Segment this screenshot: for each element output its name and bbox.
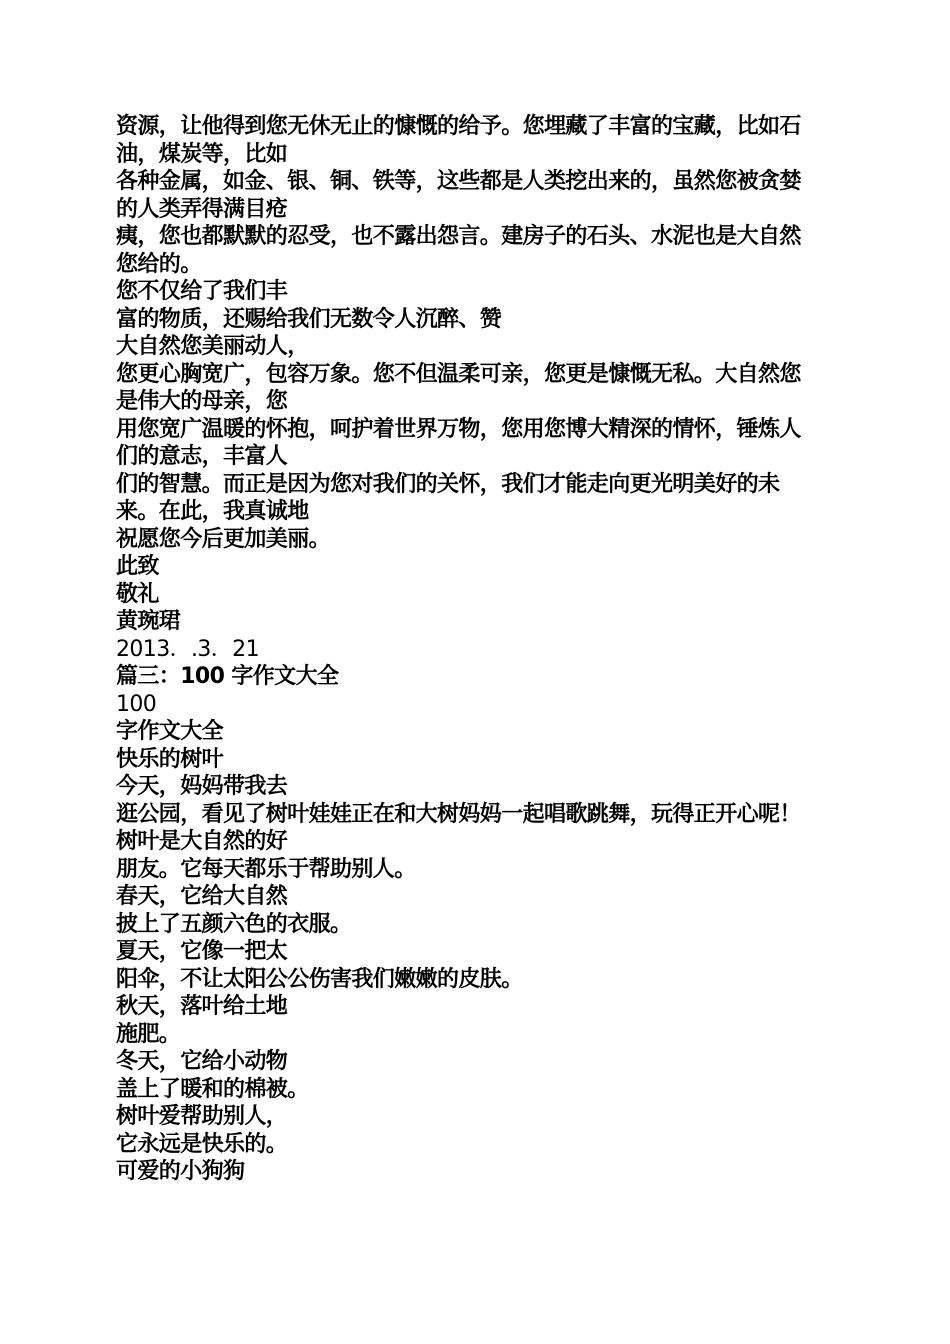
paragraph: 各种金属，如金、银、铜、铁等，这些都是人类挖出来的，虽然您被贪婪的人类弄得满目疮	[116, 169, 801, 222]
paragraph: 痍，您也都默默的忍受，也不露出怨言。建房子的石头、水泥也是大自然您给的。	[116, 224, 801, 277]
document-body	[116, 113, 820, 1186]
paragraph: 逛公园，看见了树叶娃娃正在和大树妈妈一起唱歌跳舞，玩得正开心呢！	[116, 801, 801, 827]
paragraph: 施肥。	[116, 1021, 181, 1047]
date-line: 2013．.3．21	[116, 636, 259, 662]
section-heading: 篇三：100 字作文大全	[116, 664, 339, 689]
paragraph: 阳伞，不让太阳公公伤害我们嫩嫩的皮肤。	[116, 966, 523, 992]
paragraph: 春天，它给大自然	[116, 884, 288, 909]
paragraph: 它永远是快乐的。	[116, 1131, 288, 1157]
paragraph: 冬天，它给小动物	[116, 1049, 288, 1074]
closing-salutation: 此致	[116, 554, 159, 579]
paragraph: 们的智慧。而正是因为您对我们的关怀，我们才能走向更光明美好的未来。在此，我真诚地	[116, 471, 780, 524]
paragraph: 树叶爱帮助别人，	[116, 1104, 288, 1129]
paragraph: 富的物质，还赐给我们无数令人沉醉、赞	[116, 306, 502, 332]
paragraph: 大自然您美丽动人，	[116, 334, 309, 359]
heading-number: 100	[116, 691, 157, 717]
paragraph: 朋友。它每天都乐于帮助别人。	[116, 856, 416, 882]
paragraph: 祝愿您今后更加美丽。	[116, 526, 331, 552]
paragraph: 用您宽广温暖的怀抱，呵护着世界万物，您用您博大精深的情怀，锤炼人们的意志，丰富人	[116, 416, 801, 469]
essay-title: 可爱的小狗狗	[116, 1159, 245, 1184]
author-signature: 黄琬珺	[116, 609, 181, 634]
paragraph: 秋天，落叶给土地	[116, 994, 288, 1019]
paragraph: 树叶是大自然的好	[116, 829, 288, 854]
paragraph: 披上了五颜六色的衣服。	[116, 911, 352, 937]
paragraph: 资源，让他得到您无休无止的慷慨的给予。您埋藏了丰富的宝藏，比如石油，煤炭等，比如	[116, 114, 801, 167]
essay-title: 快乐的树叶	[116, 746, 224, 772]
paragraph: 盖上了暖和的棉被。	[116, 1076, 309, 1102]
paragraph: 今天，妈妈带我去	[116, 774, 288, 799]
paragraph: 您不仅给了我们丰	[116, 279, 288, 304]
heading-title: 字作文大全	[116, 719, 224, 744]
paragraph: 您更心胸宽广，包容万象。您不但温柔可亲，您更是慷慨无私。大自然您是伟大的母亲，您	[116, 361, 801, 414]
closing-regards: 敬礼	[116, 581, 159, 607]
paragraph: 夏天，它像一把太	[116, 939, 288, 964]
